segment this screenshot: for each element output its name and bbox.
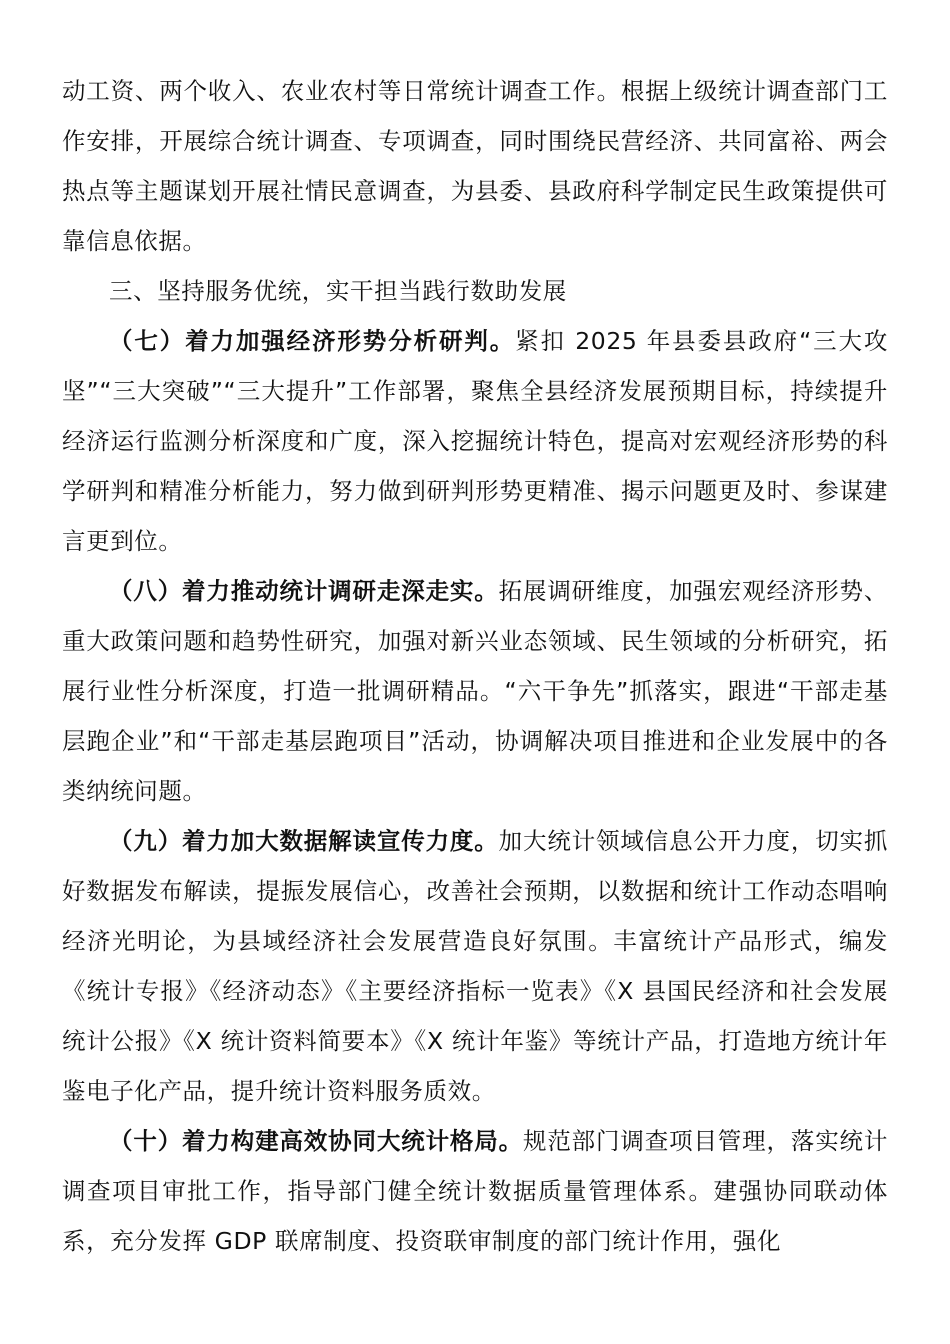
paragraph-9-body: 加大统计领域信息公开力度，切实抓好数据发布解读，提振发展信心，改善社会预期，以数据和统计工作动态唱响经济光明论，为县域经济社会发展营造良好氛围。丰富统计产品形式，编发《统计专报》《经济动态》《主要经济指标一览表》《X 县国民经济和社会发展统计公报》《X 统计资料简要本》《X 统计年鉴》等统计产品，打造地方统计年鉴电子化产品，提升统计资料服务质效。 (62, 827, 888, 1105)
paragraph-8 (62, 566, 888, 816)
paragraph-9 (62, 816, 888, 1116)
paragraph-9-lead: （九）着力加大数据解读宣传力度。 (109, 827, 499, 855)
paragraph-8-lead: （八）着力推动统计调研走深走实。 (109, 577, 499, 605)
paragraph-10-body: 规范部门调查项目管理，落实统计调查项目审批工作，指导部门健全统计数据质量管理体系。建强协同联动体系，充分发挥 GDP 联席制度、投资联审制度的部门统计作用，强化 (62, 1127, 889, 1255)
paragraph-7 (62, 316, 888, 566)
paragraph-10-lead: （十）着力构建高效协同大统计格局。 (109, 1127, 523, 1155)
section-heading: 三、坚持服务优统，实干担当践行数助发展 (109, 277, 567, 305)
paragraph-7-lead: （七）着力加强经济形势分析研判。 (109, 327, 516, 355)
paragraph-10 (62, 1116, 888, 1266)
paragraph-continued: 动工资、两个收入、农业农村等日常统计调查工作。根据上级统计调查部门工作安排，开展综合统计调查、专项调查，同时围绕民营经济、共同富裕、两会热点等主题谋划开展社情民意调查，为县委、县政府科学制定民生政策提供可靠信息依据。 (62, 77, 888, 255)
paragraph-8-body: 拓展调研维度，加强宏观经济形势、重大政策问题和趋势性研究，加强对新兴业态领域、民生领域的分析研究，拓展行业性分析深度，打造一批调研精品。“六干争先”抓落实，跟进“干部走基层跑企业”和“干部走基层跑项目”活动，协调解决项目推进和企业发展中的各类纳统问题。 (62, 577, 888, 805)
paragraph-7-body: 紧扣 2025 年县委县政府“三大攻坚”“三大突破”“三大提升”工作部署，聚焦全县经济发展预期目标，持续提升经济运行监测分析深度和广度，深入挖掘统计特色，提高对宏观经济形势的科学研判和精准分析能力，努力做到研判形势更精准、揭示问题更及时、参谋建言更到位。 (62, 327, 888, 555)
